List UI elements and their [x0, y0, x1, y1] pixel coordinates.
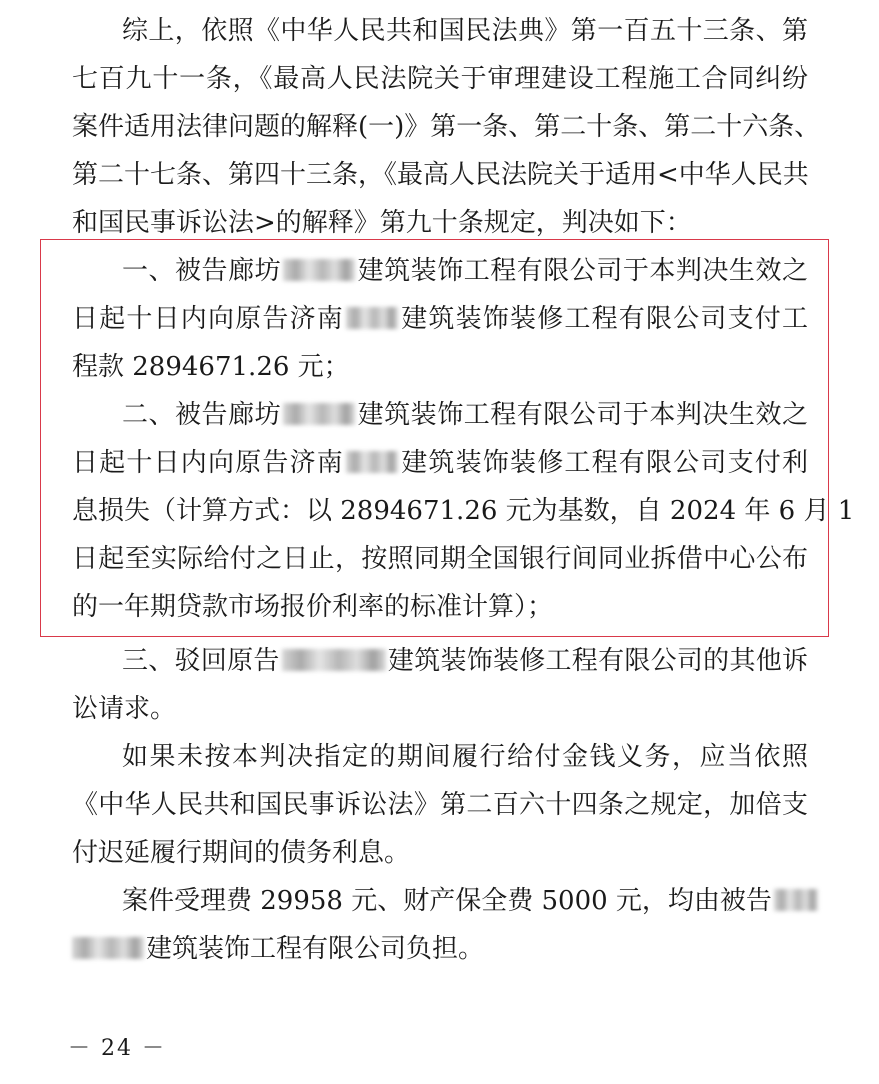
- redacted-name: [346, 451, 398, 473]
- redacted-name: [282, 649, 386, 671]
- paragraph-line: [122, 646, 808, 676]
- text-segment: 建筑装饰工程有限公司于本判决生效之: [357, 400, 808, 430]
- text-segment: 建筑装饰工程有限公司负担。: [146, 934, 485, 964]
- redacted-name: [72, 937, 144, 959]
- paragraph-line: [72, 304, 808, 334]
- redacted-name: [346, 307, 398, 329]
- paragraph-line: [72, 934, 808, 964]
- paragraph-line: 案件适用法律问题的解释(一)》第一条、第二十条、第二十六条、: [72, 112, 821, 142]
- redacted-name: [283, 403, 355, 425]
- text-segment: 日起十日内向原告济南: [72, 304, 344, 334]
- paragraph-line: 息损失（计算方式：以 2894671.26 元为基数，自 2024 年 6 月 1: [72, 496, 855, 526]
- paragraph-line: 综上，依照《中华人民共和国民法典》第一百五十三条、第: [122, 16, 808, 46]
- paragraph-line: [122, 886, 808, 916]
- paragraph-line: 七百九十一条，《最高人民法院关于审理建设工程施工合同纠纷: [72, 64, 808, 94]
- text-segment: 二、被告廊坊: [122, 400, 282, 430]
- text-segment: 建筑装饰装修工程有限公司的其他诉: [387, 646, 808, 676]
- text-segment: 日起十日内向原告济南: [72, 448, 344, 478]
- text-segment: 建筑装饰装修工程有限公司支付工: [400, 304, 808, 334]
- text-segment: 建筑装饰装修工程有限公司支付利: [400, 448, 808, 478]
- highlight-box: [40, 239, 855, 637]
- page-number: － 24 －: [68, 1036, 166, 1061]
- paragraph-line: [72, 448, 808, 478]
- paragraph-line: 讼请求。: [72, 694, 177, 724]
- paragraph-line: 第二十七条、第四十三条，《最高人民法院关于适用<中华人民共: [72, 160, 809, 190]
- redacted-name: [774, 889, 818, 911]
- text-segment: 一、被告廊坊: [122, 256, 282, 286]
- paragraph-line: [122, 256, 808, 286]
- paragraph-line: 《中华人民共和国民事诉讼法》第二百六十四条之规定，加倍支: [72, 790, 808, 820]
- paragraph-line: 日起至实际给付之日止，按照同期全国银行间同业拆借中心公布: [72, 544, 808, 574]
- paragraph-line: 的一年期贷款市场报价利率的标准计算）；: [72, 592, 554, 622]
- paragraph-line: 和国民事诉讼法>的解释》第九十条规定，判决如下：: [72, 208, 692, 238]
- redacted-name: [283, 259, 355, 281]
- text-segment: 建筑装饰工程有限公司于本判决生效之: [357, 256, 808, 286]
- paragraph-line: 如果未按本判决指定的期间履行给付金钱义务，应当依照: [122, 742, 808, 772]
- paragraph-line: 付迟延履行期间的债务利息。: [72, 838, 411, 868]
- paragraph-line: [122, 400, 808, 430]
- paragraph-line: 程款 2894671.26 元；: [72, 352, 350, 382]
- text-segment: 三、驳回原告: [122, 646, 280, 676]
- text-segment: 案件受理费 29958 元、财产保全费 5000 元，均由被告: [122, 886, 772, 916]
